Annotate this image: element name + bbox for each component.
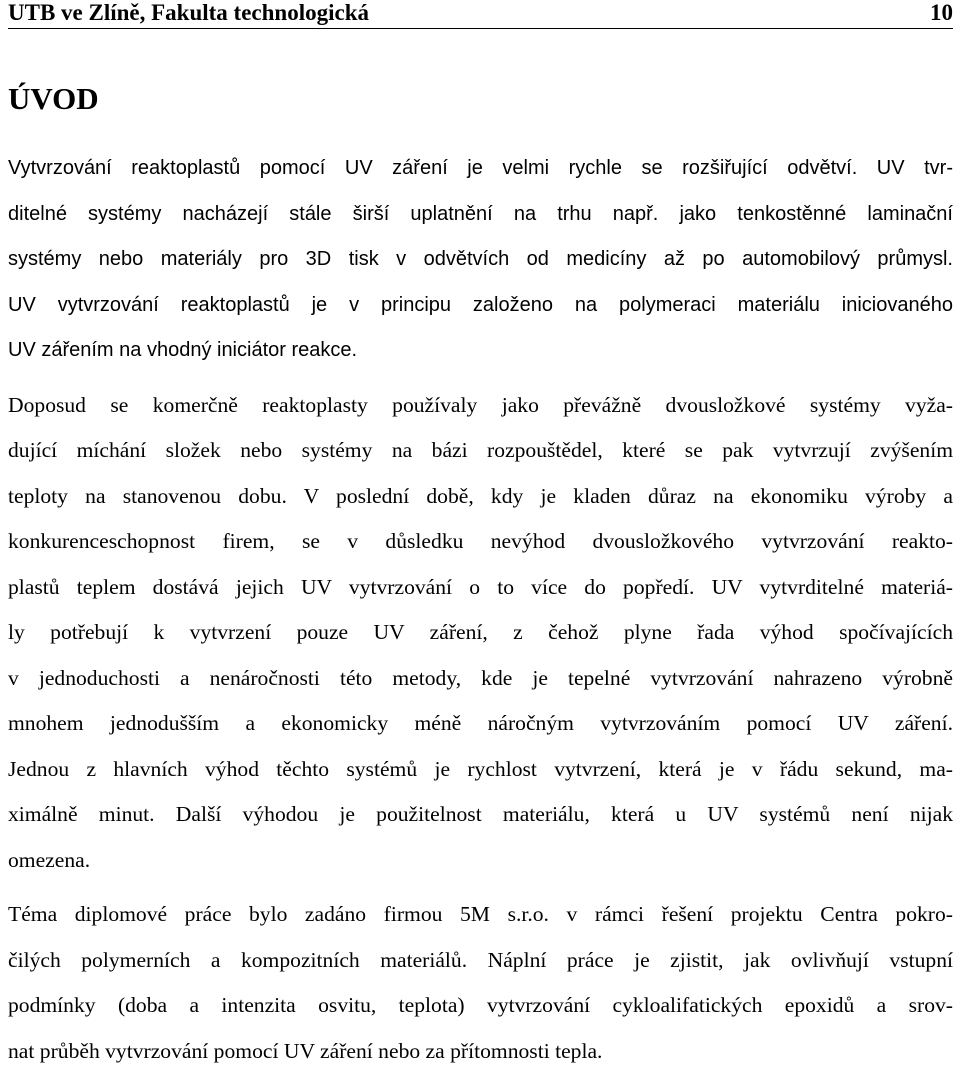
text-line: Jednou z hlavních výhod těchto systémů je rychlost vytvrzení, která je v řádu sekund, ma- [8, 747, 953, 793]
running-header [8, 0, 953, 29]
text-line: ly potřebují k vytvrzení pouze UV záření, z čehož plyne řada výhod spočívajících [8, 610, 953, 656]
text-line: ditelné systémy nacházejí stále širší uplatnění na trhu např. jako tenkostěnné laminační [8, 192, 953, 238]
page-number: 10 [930, 0, 953, 26]
text-line: ximálně minut. Další výhodou je použitelnost materiálu, která u UV systémů není nijak [8, 792, 953, 838]
document-page [8, 0, 953, 1074]
text-line: konkurenceschopnost firem, se v důsledku nevýhod dvousložkového vytvrzování reakto- [8, 519, 953, 565]
text-line: v jednoduchosti a nenáročnosti této metody, kde je tepelné vytvrzování nahrazeno výrobně [8, 656, 953, 702]
text-line: UV vytvrzování reaktoplastů je v principu založeno na polymeraci materiálu iniciovaného [8, 283, 953, 329]
paragraph-intro [8, 146, 953, 374]
text-line: omezena. [8, 838, 953, 884]
text-line: nat průběh vytvrzování pomocí UV záření nebo za přítomnosti tepla. [8, 1029, 953, 1074]
text-line: systémy nebo materiály pro 3D tisk v odvětvích od medicíny až po automobilový průmysl. [8, 237, 953, 283]
text-line: podmínky (doba a intenzita osvitu, teplota) vytvrzování cykloalifatických epoxidů a srov- [8, 983, 953, 1029]
text-line: Doposud se komerčně reaktoplasty používaly jako převážně dvousložkové systémy vyža- [8, 383, 953, 429]
header-title: UTB ve Zlíně, Fakulta technologická [8, 0, 369, 26]
text-line: čilých polymerních a kompozitních materiálů. Náplní práce je zjistit, jak ovlivňují vstupní [8, 938, 953, 984]
paragraph-thesis-topic [8, 892, 953, 1074]
text-line: mnohem jednodušším a ekonomicky méně náročným vytvrzováním pomocí UV záření. [8, 701, 953, 747]
text-line: dující míchání složek nebo systémy na bázi rozpouštědel, které se pak vytvrzují zvýšením [8, 428, 953, 474]
text-line: plastů teplem dostává jejich UV vytvrzování o to více do popředí. UV vytvrditelné materiá- [8, 565, 953, 611]
text-line: UV zářením na vhodný iniciátor reakce. [8, 328, 953, 374]
chapter-title: ÚVOD [8, 79, 953, 119]
text-line: teploty na stanovenou dobu. V poslední době, kdy je kladen důraz na ekonomiku výroby a [8, 474, 953, 520]
text-line: Téma diplomové práce bylo zadáno firmou 5M s.r.o. v rámci řešení projektu Centra pokro- [8, 892, 953, 938]
paragraph-background [8, 383, 953, 884]
text-line: Vytvrzování reaktoplastů pomocí UV záření je velmi rychle se rozšiřující odvětví. UV tvr- [8, 146, 953, 192]
